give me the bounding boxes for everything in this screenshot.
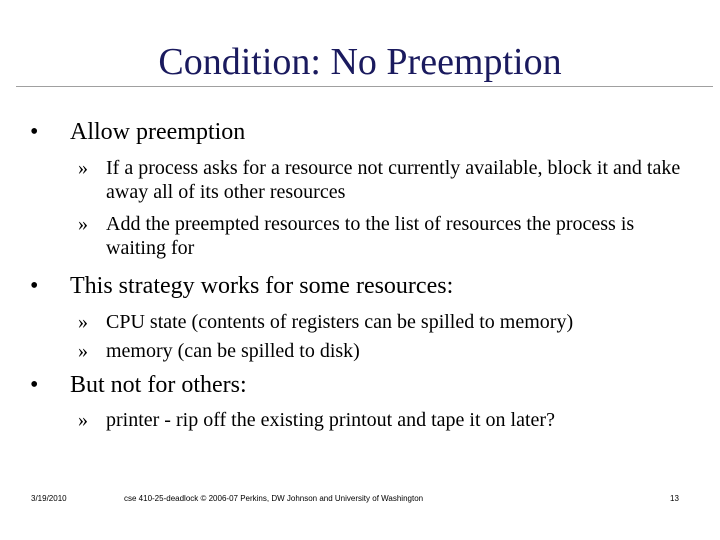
sub-bullet-item (78, 310, 698, 334)
bullet-marker: • (30, 372, 39, 398)
sub-bullet-marker: » (78, 157, 88, 179)
sub-bullet-item (78, 339, 698, 363)
sub-bullet-item (78, 156, 698, 204)
bullet-marker: • (30, 119, 39, 145)
bullet-text: This strategy works for some resources: (70, 273, 454, 299)
bullet-text: Allow preemption (70, 119, 246, 145)
sub-bullet-text: CPU state (contents of registers can be spilled to memory) (106, 311, 574, 333)
sub-bullet-text: If a process asks for a resource not currently available, block it and take away all of its other resources (106, 157, 681, 203)
sub-bullet-marker: » (78, 409, 88, 431)
bullet-text: But not for others: (70, 372, 247, 398)
sub-bullet-marker: » (78, 340, 88, 362)
sub-bullet-text: printer - rip off the existing printout and tape it on later? (106, 409, 555, 431)
footer-credit: cse 410-25-deadlock © 2006-07 Perkins, DW Johnson and University of Washington (124, 494, 424, 503)
sub-bullet-item (78, 408, 698, 432)
slide-title: Condition: No Preemption (158, 41, 562, 83)
footer-date: 3/19/2010 (31, 494, 67, 503)
title-divider (16, 86, 713, 87)
sub-bullet-item (78, 212, 698, 260)
bullet-marker: • (30, 273, 39, 299)
sub-bullet-text: Add the preempted resources to the list of resources the process is waiting for (106, 213, 635, 259)
sub-bullet-text: memory (can be spilled to disk) (106, 340, 360, 362)
footer-page-number: 13 (670, 494, 679, 503)
sub-bullet-marker: » (78, 311, 88, 333)
sub-bullet-marker: » (78, 213, 88, 235)
